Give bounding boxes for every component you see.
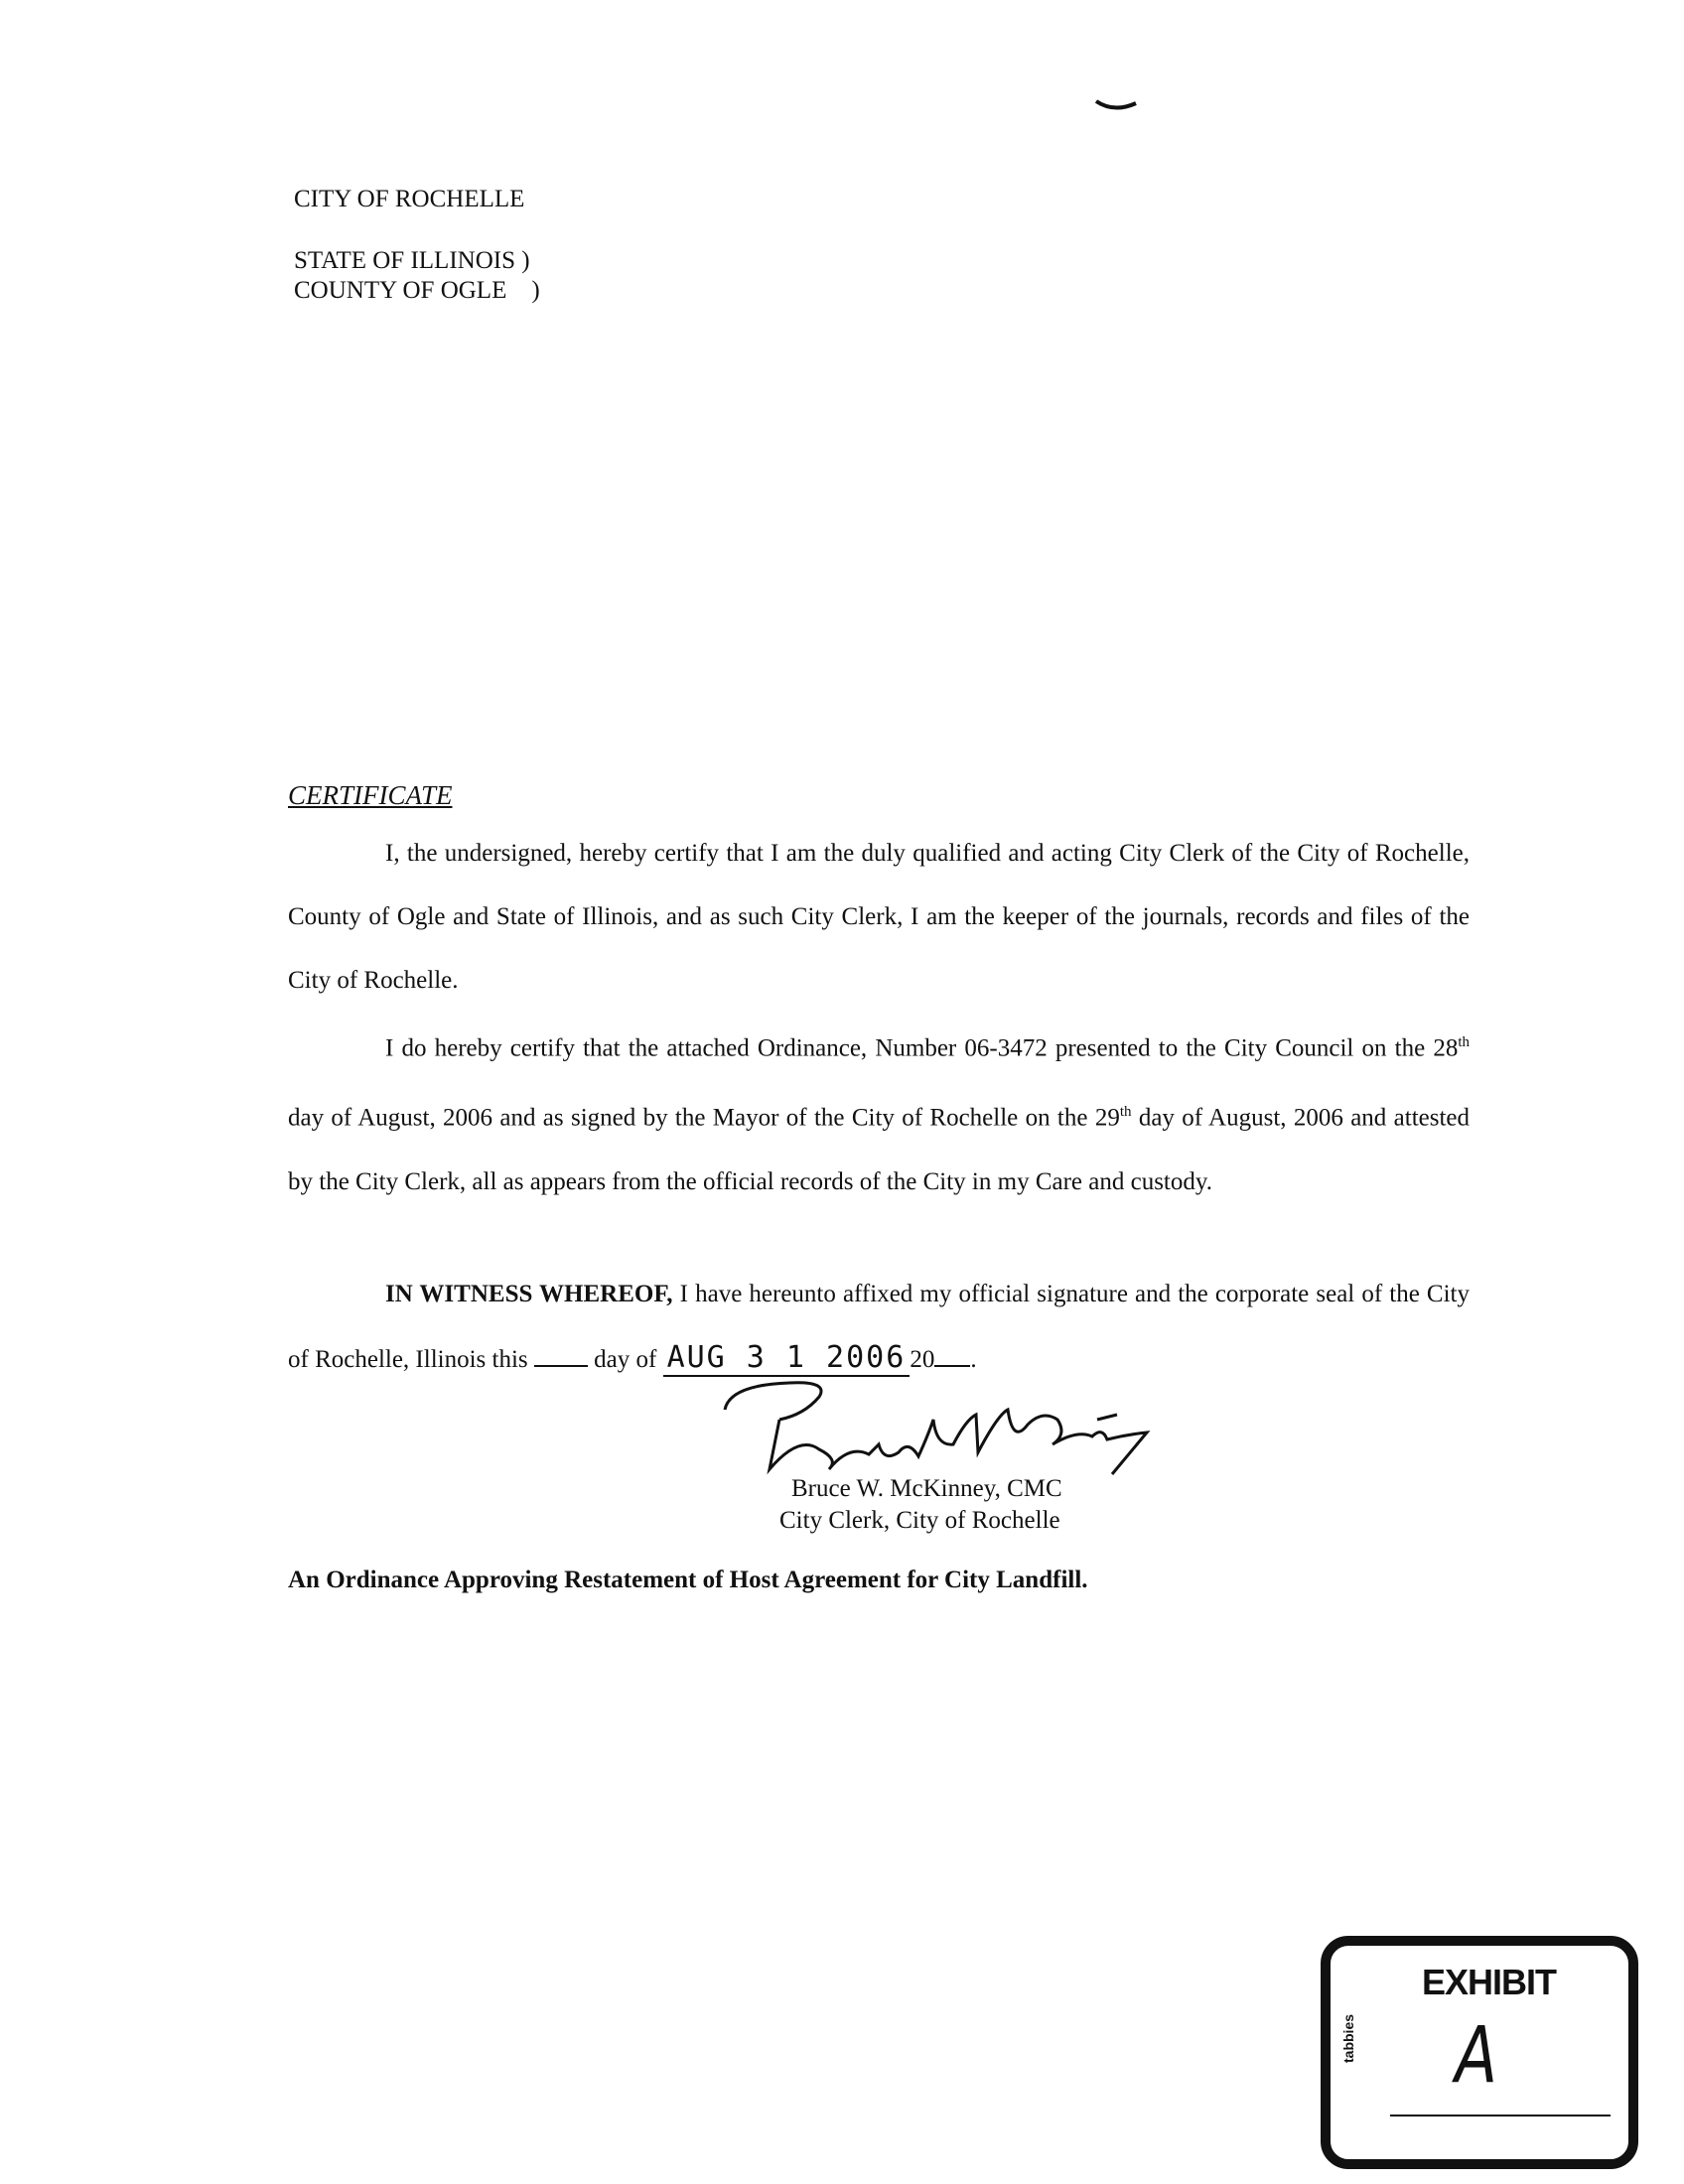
certificate-paragraph-1: I, the undersigned, hereby certify that I am the duly qualified and acting City Clerk of the City of Rochelle, County of Ogle and State of Illinois, and as such City Clerk, I am the keeper of the journals, records and files of the City of Rochelle. [288,840,1470,994]
exhibit-line [1390,2115,1611,2116]
ordinal-suffix-29: th [1119,1104,1132,1121]
exhibit-brand: tabbies [1340,2013,1356,2063]
signatory-block [779,1473,1062,1537]
signatory-title: City Clerk, City of Rochelle [779,1507,1060,1534]
end-period: . [970,1346,977,1373]
para2-part-c: day of August, 2006 and attested by the City Clerk, all as appears from the official records of the City in my Care and custody. [288,1104,1471,1195]
signatory-name: Bruce W. McKinney, CMC [791,1475,1062,1502]
certificate-paragraph-2 [288,1011,1470,1214]
city-heading: CITY OF ROCHELLE [294,186,525,212]
handwritten-signature [710,1375,1206,1484]
county-line: COUNTY OF OGLE ) [294,277,540,304]
year-blank [934,1365,970,1367]
ordinance-title: An Ordinance Approving Restatement of Host Agreement for City Landfill. [288,1567,1088,1593]
witness-text: I have hereunto affixed my official signature and the corporate seal of the City of Rochelle, Illinois this [288,1281,1470,1373]
exhibit-sticker [1321,1936,1638,2169]
witness-heading: IN WITNESS WHEREOF, [385,1281,673,1307]
year-prefix: 20 [910,1346,935,1373]
date-stamp: AUG 3 1 2006 [663,1340,911,1377]
scan-mark [1092,95,1142,115]
day-blank [534,1365,588,1367]
witness-paragraph [288,1263,1470,1392]
para2-part-b: day of August, 2006 and as signed by the Mayor of the City of Rochelle on the 29 [288,1104,1120,1132]
state-line: STATE OF ILLINOIS ) [294,247,530,274]
exhibit-label: EXHIBIT [1422,1962,1557,2002]
ordinal-suffix-28: th [1458,1034,1470,1050]
para2-part-a: I do hereby certify that the attached Ordinance, Number 06-3472 presented to the City Council on the 28 [385,1034,1459,1062]
day-of-text: day of [587,1346,663,1373]
certificate-title: CERTIFICATE [288,780,453,810]
exhibit-letter: A [1455,2011,1498,2101]
